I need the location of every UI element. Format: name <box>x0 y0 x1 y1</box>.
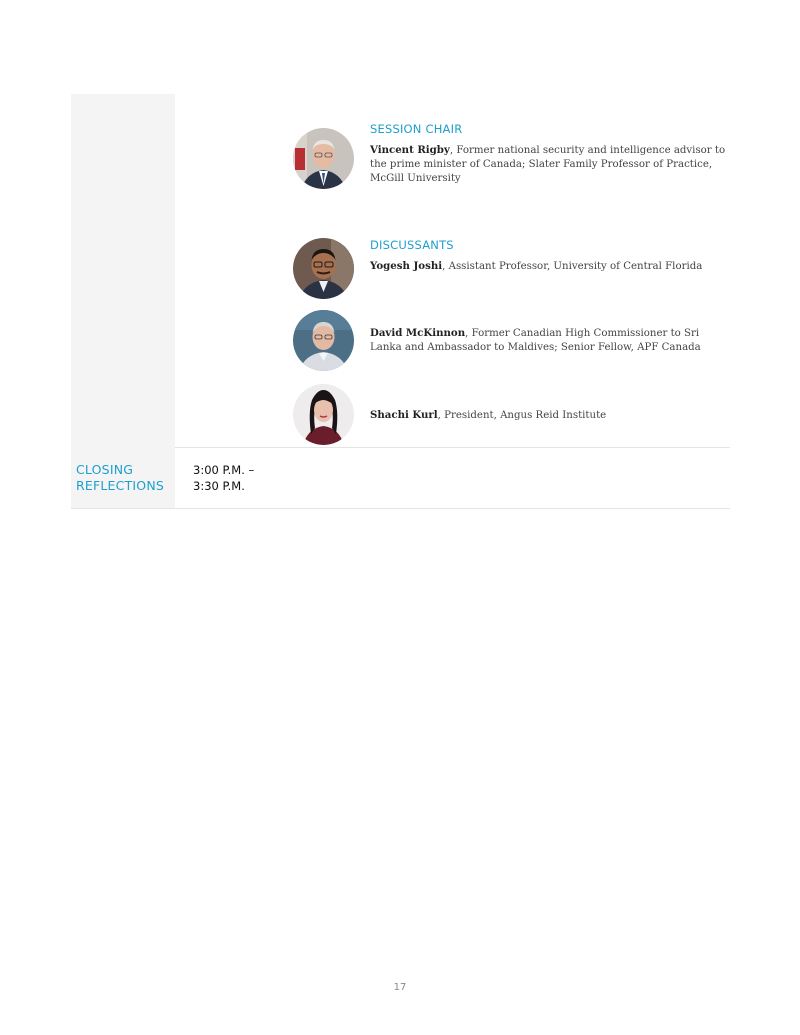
discussant-bio-2 <box>370 326 730 355</box>
table-bottom-divider <box>71 508 730 509</box>
session-chair-heading: SESSION CHAIR <box>370 122 463 136</box>
row-divider <box>175 447 730 448</box>
person-description: , Former Canadian High Commissioner to Sri Lanka and Ambassador to Maldives; Senior Fellow, APF Canada <box>370 328 701 354</box>
person-name: Yogesh Joshi <box>370 260 443 272</box>
page-number: 17 <box>393 982 407 993</box>
shachi-kurl-avatar <box>293 384 354 445</box>
closing-time-range <box>193 462 283 494</box>
discussant-bio-1 <box>370 259 730 274</box>
portrait-image <box>293 128 354 189</box>
person-name: Vincent Rigby <box>370 144 450 156</box>
person-description: , Assistant Professor, University of Central Florida <box>442 261 703 272</box>
david-mckinnon-avatar <box>293 310 354 371</box>
session-chair-bio <box>370 143 730 187</box>
time-line: 3:30 P.M. <box>193 479 245 493</box>
label-line: CLOSING <box>76 462 134 477</box>
time-line: 3:00 P.M. – <box>193 463 255 477</box>
person-description: , Former national security and intelligence advisor to the prime minister of Canada; Slater Family Professor of Practice, McGill University <box>370 145 726 185</box>
person-name: Shachi Kurl <box>370 409 438 421</box>
portrait-image <box>293 238 354 299</box>
person-description: , President, Angus Reid Institute <box>437 410 607 421</box>
discussant-bio-3 <box>370 408 730 423</box>
agenda-label-column <box>71 94 175 508</box>
portrait-image <box>293 384 354 445</box>
label-line: REFLECTIONS <box>76 478 165 493</box>
discussants-heading: DISCUSSANTS <box>370 238 454 252</box>
yogesh-joshi-avatar <box>293 238 354 299</box>
closing-reflections-label <box>76 462 176 494</box>
portrait-image <box>293 310 354 371</box>
person-name: David McKinnon <box>370 327 466 339</box>
vincent-rigby-avatar <box>293 128 354 189</box>
